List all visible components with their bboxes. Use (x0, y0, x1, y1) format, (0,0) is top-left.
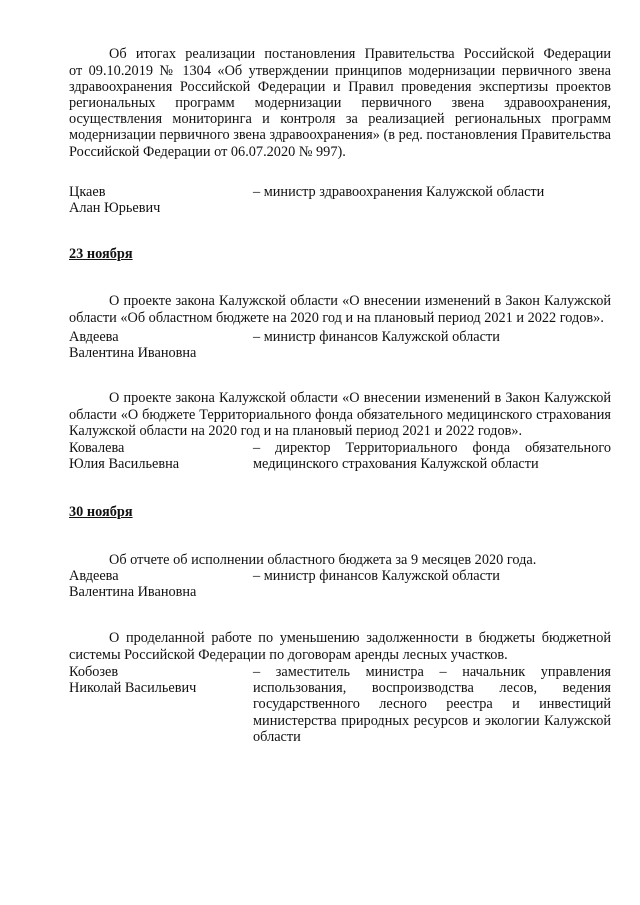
text-line: Калужской области на 2020 год и на плановый период 2021 и 2022 годов». (69, 422, 523, 439)
speaker-given-name: Николай Васильевич (69, 680, 197, 697)
speaker-3-name (69, 440, 239, 472)
speaker-1-name (69, 184, 239, 216)
agenda-item-4-text (69, 552, 611, 568)
text-line: Об отчете об исполнении областного бюджета за 9 месяцев 2020 года. (109, 552, 537, 569)
speaker-given-name: Юлия Васильевна (69, 456, 180, 473)
text-line: здравоохранения Российской Федерации и Правил проведения экспертизы проектов (69, 78, 611, 95)
agenda-item-2-text (69, 293, 611, 325)
speaker-given-name: Алан Юрьевич (69, 200, 161, 217)
speaker-surname: Кобозев (69, 664, 119, 680)
text-line: Российской Федерации от 06.07.2020 № 997). (69, 143, 346, 160)
text-line: системы Российской Федерации по договорам аренды лесных участков. (69, 646, 508, 663)
speaker-5-name (69, 664, 239, 696)
speaker-surname: Ковалева (69, 440, 125, 456)
text-line: Об итогах реализации постановления Правительства Российской Федерации (109, 46, 611, 63)
speaker-2-name (69, 329, 239, 361)
speaker-given-name: Валентина Ивановна (69, 345, 197, 362)
speaker-4-role (253, 568, 611, 584)
speaker-3-role (253, 440, 611, 472)
role-line: медицинского страхования Калужской области (253, 456, 539, 473)
date-heading-1: 23 ноября (69, 246, 133, 262)
text-line: модернизации первичного звена здравоохранения» (в ред. постановления Правительства (69, 127, 611, 144)
agenda-item-3-text (69, 390, 611, 439)
text-line: области «Об областном бюджете на 2020 год и на плановый период 2021 и 2022 годов». (69, 309, 604, 326)
role-line: министерства природных ресурсов и экологии Калужской (253, 712, 611, 729)
speaker-given-name: Валентина Ивановна (69, 584, 197, 601)
agenda-item-1-text (69, 46, 611, 159)
date-heading-2: 30 ноября (69, 504, 133, 520)
role-line: – министр финансов Калужской области (253, 568, 500, 584)
text-line: от 09.10.2019 № 1304 «Об утверждении принципов модернизации первичного звена (69, 62, 611, 79)
role-line: – министр здравоохранения Калужской области (253, 184, 545, 200)
speaker-5-role (253, 664, 611, 745)
text-line: региональных программ модернизации первичного звена здравоохранения, (69, 94, 611, 111)
speaker-2-role (253, 329, 611, 345)
text-line: осуществления мониторинга и контроля за реализацией региональных программ (69, 111, 611, 128)
speaker-surname: Авдеева (69, 568, 119, 584)
speaker-4-name (69, 568, 239, 600)
speaker-1-role (253, 184, 611, 200)
text-line: О проекте закона Калужской области «О внесении изменений в Закон Калужской (109, 293, 611, 310)
role-line: – министр финансов Калужской области (253, 329, 500, 345)
speaker-surname: Цкаев (69, 184, 106, 200)
agenda-item-5-text (69, 630, 611, 662)
role-line: государственного лесного реестра и инвестиций (253, 696, 611, 713)
speaker-surname: Авдеева (69, 329, 119, 345)
role-line: – заместитель министра – начальник управления (253, 664, 611, 680)
role-line: использования, воспроизводства лесов, ведения (253, 680, 611, 697)
text-line: О проекте закона Калужской области «О внесении изменений в Закон Калужской (109, 390, 611, 407)
text-line: О проделанной работе по уменьшению задолженности в бюджеты бюджетной (109, 630, 611, 647)
role-line: – директор Территориального фонда обязательного (253, 440, 611, 456)
role-line: области (253, 728, 301, 745)
text-line: области «О бюджете Территориального фонда обязательного медицинского страхования (69, 406, 611, 423)
